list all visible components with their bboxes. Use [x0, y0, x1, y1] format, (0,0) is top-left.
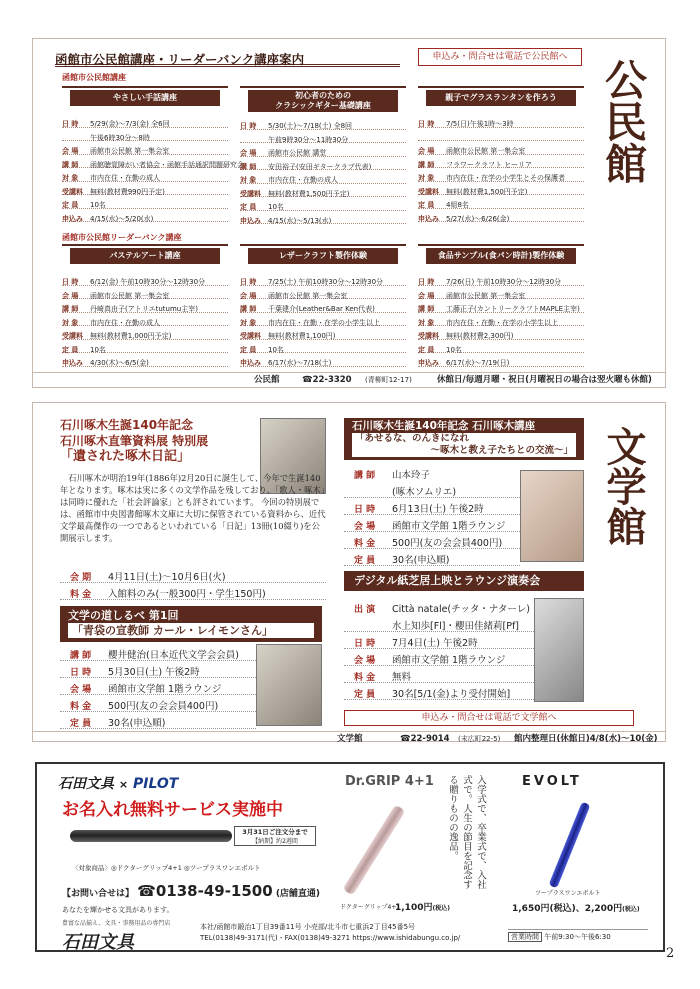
course-row-value: 無料(教材費1,500円予定) — [268, 189, 350, 198]
page-number: 2 — [666, 946, 675, 961]
row-label: 料 金 — [354, 673, 376, 683]
row-value: 入館料のみ(一般300円・学生150円) — [108, 589, 266, 600]
course-row-label: 講 師 — [418, 160, 435, 169]
course-title — [248, 248, 398, 264]
deadline-2: 【納期】約2週間 — [252, 838, 298, 845]
lecture-row — [344, 532, 520, 549]
course-row — [240, 143, 406, 157]
row-value: 30名(申込順) — [392, 555, 450, 566]
course-row-value: 7/26(日) 午前10時30分〜12時30分 — [446, 278, 562, 286]
course-row-label: 申込み — [240, 216, 261, 225]
ad-tagline: あなたを輝かせる文具があります。 — [62, 906, 174, 914]
course-title-text-2: クラシックギター基礎講座 — [275, 101, 371, 110]
course-row — [62, 182, 228, 196]
course-row — [62, 313, 228, 327]
course-title-text: 食品サンプル(食パン時計)製作体験 — [437, 251, 565, 260]
row-value: Città natale(チッタ・ナターレ) — [392, 604, 530, 615]
course-row — [62, 209, 228, 223]
course-row-value: 6/17(水)〜7/19(日) — [446, 359, 510, 367]
row-value: 5月30日(土) 午後2時 — [108, 667, 200, 678]
course-title — [248, 90, 398, 112]
course-row-label: 受講料 — [418, 187, 439, 196]
course-row-label: 講 師 — [62, 305, 79, 313]
course-row-value: 函館市公民館 第一集会室 — [90, 147, 170, 155]
course-row — [418, 272, 584, 286]
pen-image — [70, 830, 232, 842]
row-value: 6月13日(土) 午後2時 — [392, 504, 484, 515]
course-title — [426, 90, 576, 106]
course-row-value: フラワークラフト ヒーリア — [446, 160, 532, 169]
ad-headline: お名入れ無料サービス実施中 — [62, 800, 283, 820]
row-label: 日 時 — [354, 639, 376, 649]
course-row-value: 市内在住・在勤・在学の小学生以上 — [446, 318, 558, 327]
exhibit-info — [60, 566, 326, 600]
course-title-bar — [240, 86, 406, 112]
side-char-1: 公 — [599, 58, 648, 100]
course-row-label: 日 時 — [240, 122, 257, 130]
course-row-label: 対 象 — [62, 174, 79, 182]
row-label: 定 員 — [354, 690, 376, 700]
course-title-bar — [418, 86, 584, 106]
row-label: 日 時 — [70, 668, 92, 678]
sakurai-portrait — [256, 644, 322, 726]
course-row — [240, 184, 406, 198]
course-row-value: 4/15(水)〜5/20(水) — [90, 214, 154, 223]
course-row-value: 無料(教材費2,300円) — [446, 332, 514, 340]
concert-row — [344, 683, 534, 700]
evolt-label: ツープラスワンエボルト — [535, 890, 601, 897]
side-char-2: 民 — [599, 100, 648, 142]
exhibit-title-1: 石川啄木生誕140年記念 — [60, 418, 194, 432]
ad-inquiry — [62, 882, 320, 900]
course-row — [62, 272, 228, 286]
drgrip-label: ドクターグリップ4+1 — [340, 904, 401, 911]
concert-title: デジタル紙芝居上映とラウンジ演奏会 — [344, 571, 584, 591]
course-row-label: 会 場 — [418, 147, 435, 155]
lecture-row — [344, 481, 520, 498]
course-row — [418, 114, 584, 128]
bungakukan-contact-button[interactable]: 申込み・問合せは電話で文学館へ — [344, 710, 634, 726]
course-row-value: 丹崎真由子(アトリエtutumu主宰) — [90, 305, 198, 313]
course-row — [240, 326, 406, 340]
course-row — [62, 155, 244, 169]
course-row-value: 4/30(木)〜6/5(金) — [90, 359, 149, 367]
row-label: 日 時 — [354, 505, 376, 515]
bungakukan-footer-tel: ☎22-9014 — [400, 734, 450, 744]
course-row-label: 定 員 — [240, 345, 257, 354]
course-card — [62, 86, 244, 223]
kominkan-footer-closed: 休館日/毎週月曜・祝日(月曜祝日の場合は翌火曜も休館) — [437, 375, 652, 385]
tax-2: (税込) — [622, 906, 640, 913]
course-row-value: 函館市公民館 第一集会室 — [90, 291, 170, 300]
course-row-label: 定 員 — [418, 201, 435, 209]
tel-note: (店舗直通) — [275, 889, 321, 899]
course-row-value: 5/27(水)〜6/26(金) — [446, 214, 510, 223]
course-row-label: 申込み — [62, 214, 83, 223]
course-row-label: 対 象 — [240, 318, 257, 327]
inquiry-label: 【お問い合せは】 — [62, 889, 135, 899]
row-label: 会 期 — [70, 573, 92, 583]
row-value: 水上知歩[Fl]・櫻田佳緒莉[Pf] — [392, 621, 520, 632]
course-row-value: 6/12(金) 午前10時30分〜12時30分 — [90, 278, 206, 286]
lecture-title-box — [344, 418, 584, 460]
course-row-value: 10名 — [446, 345, 462, 354]
course-row-label: 対 象 — [418, 174, 435, 182]
lecture-row — [344, 515, 520, 532]
course-row — [418, 299, 584, 313]
row-label: 会 場 — [354, 656, 376, 666]
course-title-bar — [62, 86, 228, 106]
ad-tel[interactable]: ☎0138-49-1500 — [137, 882, 273, 900]
course-row — [62, 114, 228, 128]
ad-deadline — [234, 826, 316, 846]
course-row-label: 受講料 — [240, 189, 261, 198]
course-row-label: 受講料 — [62, 187, 83, 196]
course-row — [240, 272, 406, 286]
course-row-value: 市内在住・在勤の成人 — [90, 318, 160, 327]
exhibit-row — [60, 583, 326, 600]
row-value: 無料 — [392, 672, 412, 683]
course-row — [240, 299, 406, 313]
course-row — [240, 116, 406, 130]
course-row-value: 市内在住・在学の小学生とその保護者 — [446, 174, 565, 182]
ad-hours — [508, 929, 648, 943]
row-value: 500円(友の会会員400円) — [108, 701, 219, 712]
course-row — [418, 353, 584, 367]
hours-value: 午前9:30〜午後6:30 — [544, 933, 611, 941]
row-value: 函館市文学館 1階ラウンジ — [392, 655, 506, 666]
row-value: 500円(友の会会員400円) — [392, 538, 503, 549]
course-row-value: 4/15(水)〜5/13(水) — [268, 216, 332, 225]
exhibit-title-2: 石川啄木直筆資料展 特別展 — [60, 434, 209, 448]
course-row — [418, 209, 584, 223]
course-row-value: 工藤正子(カントリークラフトMAPLE主宰) — [446, 305, 580, 313]
michi-row — [60, 644, 256, 661]
lecture-info — [344, 464, 520, 566]
kominkan-footer — [32, 372, 666, 388]
kominkan-title: 函館市公民館講座・リーダーバンク講座案内 — [55, 52, 305, 67]
ad-brand: 石田文具 — [58, 776, 114, 792]
section-label-kominkan: 函館市公民館講座 — [62, 73, 126, 82]
course-row-value: 無料(教材費1,100円) — [268, 332, 336, 340]
evolt-price — [512, 901, 640, 914]
ad-cross: × — [118, 778, 129, 791]
course-row-value: 5/30(土)〜7/18(土) 全8回 — [268, 122, 353, 130]
course-row — [240, 130, 406, 144]
course-title — [426, 248, 576, 264]
course-row-label: 日 時 — [418, 120, 435, 128]
course-row — [240, 211, 406, 225]
course-row-value: 10名 — [268, 345, 284, 354]
lecture-title-1: 石川啄木生誕140年記念 石川啄木講座 — [352, 420, 536, 432]
lecture-title-2: 「あせるな、のんきになれ — [355, 433, 470, 444]
course-row-value: 函館市公民館 第一集会室 — [446, 291, 526, 300]
row-value: 函館市文学館 1階ラウンジ — [108, 684, 222, 695]
course-row-label: 会 場 — [240, 149, 257, 157]
course-card — [62, 244, 228, 367]
course-title-text: 初心者のための — [295, 91, 351, 100]
course-row-value: 函館市公民館 第一集会室 — [446, 147, 526, 155]
row-label: 会 場 — [354, 522, 376, 532]
course-row-label: 定 員 — [240, 203, 257, 211]
course-row-value: 4組8名 — [446, 201, 469, 209]
course-row-label: 申込み — [240, 359, 261, 367]
row-label: 会 場 — [70, 685, 92, 695]
ad-pilot: PILOT — [132, 776, 179, 792]
kominkan-contact-button[interactable]: 申込み・問合せは電話で公民館へ — [418, 48, 582, 66]
exhibit-row — [60, 566, 326, 583]
row-label: 料 金 — [70, 702, 92, 712]
course-row-label: 対 象 — [62, 318, 79, 327]
michi-title-2: 「青袋の宣教師 カール・レイモンさん」 — [68, 623, 314, 638]
course-row-label: 対 象 — [418, 318, 435, 327]
row-label: 定 員 — [70, 719, 92, 729]
course-row-value: 安田裕子(安田ギタークラブ代表) — [268, 162, 372, 171]
address-2: TEL(0138)49-3171(代)・FAX(0138)49-3271 https://www.ishidabungu.co.jp/ — [200, 934, 461, 942]
course-row-label: 受講料 — [240, 332, 261, 340]
course-row-label: 申込み — [62, 359, 83, 367]
course-row — [240, 170, 406, 184]
kominkan-side-title — [589, 46, 657, 196]
bungakukan-footer-addr: (末広町22-5) — [458, 735, 501, 743]
course-row-value: 5/29(金)〜7/3(金) 全6回 — [90, 120, 170, 128]
kominkan-footer-addr: (青柳町12-17) — [365, 376, 412, 384]
course-row-value: 無料(教材費990円予定) — [90, 187, 165, 196]
course-row-value: 7/25(土) 午前10時30分〜12時30分 — [268, 278, 384, 286]
course-row-label: 申込み — [418, 359, 439, 367]
course-row-value: 函館聴覚障がい者協会・函館手話通訳問題研究会 — [90, 160, 244, 169]
course-card — [240, 86, 406, 224]
drgrip-price-value: 1,100円 — [395, 903, 433, 913]
course-row-label: 会 場 — [62, 147, 79, 155]
course-row-value: 市内在住・在勤・在学の小学生以上 — [268, 318, 380, 327]
kominkan-footer-name: 公民館 — [254, 375, 280, 385]
drgrip-price — [395, 900, 450, 913]
course-title-text: レザークラフト製作体験 — [279, 251, 367, 260]
row-label: 出 演 — [354, 605, 376, 615]
lecture-title-3: 〜啄木と教え子たちとの交流〜」 — [430, 445, 573, 456]
kominkan-footer-tel: ☎22-3320 — [302, 375, 352, 385]
course-row-value: 無料(教材費1,500円予定) — [446, 187, 528, 196]
course-row-value: 7/5(日)午後1時〜3時 — [446, 120, 514, 128]
course-row-label: 受講料 — [418, 332, 439, 340]
course-row-label: 日 時 — [62, 278, 79, 286]
course-row-value: 午後6時30分〜8時 — [90, 133, 150, 142]
lecture-row — [344, 464, 520, 481]
concert-info — [344, 598, 534, 700]
course-row-value: 10名 — [90, 345, 106, 354]
course-row — [240, 313, 406, 327]
row-value: (啄木ソムリエ) — [392, 487, 457, 498]
course-row — [62, 299, 228, 313]
exhibit-title-3: 「遺された啄木日記」 — [60, 449, 191, 464]
course-row-label: 講 師 — [240, 305, 257, 313]
course-row-label: 講 師 — [240, 162, 257, 171]
ad-vertical-copy: 入学式で、卒業式で、入社式で。人生の節目を記念する贈りものの逸品。 — [447, 775, 486, 889]
course-row-label: 講 師 — [62, 160, 79, 169]
course-row-label: 定 員 — [418, 345, 435, 354]
michi-row — [60, 695, 256, 712]
course-row-label: 申込み — [418, 214, 439, 223]
concert-row — [344, 615, 534, 632]
course-title-text: 親子でグラスランタンを作ろう — [445, 93, 557, 102]
ad-shop-sub: 豊富な品揃え、文具・事務用品の専門店 — [62, 920, 171, 927]
section-label-leaderbank: 函館市公民館リーダーバンク講座 — [62, 233, 182, 242]
bungakukan-side-title — [592, 416, 654, 556]
exhibit-body: 石川啄木が明治19年(1886年)2月20日に誕生して、今年で生誕140年となります。啄木は実に多くの文学作品を残しており、「歌人・啄木」は同時に優れた「社会評論家」とも評されています。 今回の特別展では、函館市中央図書館啄木文庫に大切に保管されている資料から、近代文学最高傑作の一つであるといわれている「日記」13冊(10綴り)を公開展示します。 — [60, 473, 326, 543]
course-row-value: 函館市公民館 講堂 — [268, 149, 327, 157]
row-label: 定 員 — [354, 556, 376, 566]
row-value: 櫻井健治(日本近代文学会会員) — [108, 650, 239, 661]
course-row-label: 会 場 — [418, 291, 435, 300]
course-row — [418, 326, 584, 340]
drgrip-logo: Dr.GRIP 4+1 — [345, 774, 434, 789]
row-value: 4月11日(土)〜10月6日(火) — [108, 572, 226, 583]
concert-photo — [534, 598, 584, 702]
exhibit-title — [60, 417, 256, 465]
bungakukan-footer-closed: 館内整理日(休館日)4/8(水)〜10(金) — [514, 734, 658, 744]
lecture-row — [344, 498, 520, 515]
side-char-3: 館 — [600, 506, 646, 546]
michi-info — [60, 644, 256, 729]
course-row — [418, 155, 584, 169]
course-row-value: 午前9時30分〜11時30分 — [268, 135, 349, 144]
ad-brand-header — [58, 773, 178, 793]
bungakukan-footer-name: 文学館 — [337, 734, 363, 744]
evolt-price-value: 1,650円(税込)、2,200円 — [512, 904, 623, 914]
michi-title-box — [60, 606, 322, 642]
michi-title-1: 文学の道しるべ 第1回 — [68, 609, 179, 622]
row-value: 山本玲子 — [392, 470, 431, 481]
course-row-value: 無料(教材費1,000円予定) — [90, 332, 172, 340]
ad-target: 〈対象商品〉◎ドクターグリップ4+1 ◎ツープラスワンエボルト — [72, 864, 261, 872]
michi-row — [60, 712, 256, 729]
course-row — [62, 141, 228, 155]
course-row — [418, 168, 584, 182]
course-row-value: 市内在住・在勤の成人 — [268, 176, 338, 184]
course-row — [62, 353, 228, 367]
course-row — [62, 128, 228, 142]
evolt-logo: EVOLT — [522, 774, 582, 789]
yamamoto-photo — [520, 470, 584, 562]
course-row-label: 講 師 — [418, 305, 435, 313]
tax-1: (税込) — [432, 905, 450, 912]
course-row-value: 6/17(水)〜7/18(土) — [268, 359, 332, 367]
ad-address — [200, 922, 460, 944]
side-char-3: 館 — [599, 142, 648, 184]
hours-label: 営業時間 — [508, 932, 542, 942]
course-row-value: 函館市公民館 第一集会室 — [268, 291, 348, 300]
course-title-text: パステルアート講座 — [109, 251, 181, 260]
course-row-value: 市内在住・在勤の成人 — [90, 174, 160, 182]
course-row-label: 日 時 — [418, 278, 435, 286]
course-row-label: 会 場 — [240, 291, 257, 300]
side-char-2: 学 — [600, 466, 646, 506]
course-row-label: 定 員 — [62, 345, 79, 354]
course-row — [240, 353, 406, 367]
course-title-bar — [62, 244, 228, 264]
row-value: 30名[5/1(金)より受付開始] — [392, 689, 511, 700]
course-row-value: 10名 — [90, 201, 106, 209]
deadline-1: 3月31日ご注文分まで — [242, 828, 308, 836]
lecture-title-sub — [352, 433, 576, 457]
row-value: 30名(申込順) — [108, 718, 166, 729]
row-label: 講 師 — [354, 471, 376, 481]
row-value: 函館市文学館 1階ラウンジ — [392, 521, 506, 532]
bungakukan-footer — [32, 731, 666, 745]
course-row-label: 受講料 — [62, 332, 83, 340]
course-title-text: やさしい手話講座 — [113, 93, 177, 102]
address-1: 本社/函館市鍛治1丁目39番11号 小売部/北斗市七重浜2丁目45番5号 — [200, 923, 416, 931]
concert-row — [344, 649, 534, 666]
course-row — [62, 326, 228, 340]
course-card — [418, 244, 584, 367]
course-card — [418, 86, 584, 222]
side-char-1: 文 — [600, 426, 646, 466]
concert-row — [344, 598, 534, 615]
kominkan-title-bar — [55, 49, 400, 67]
michi-row — [60, 678, 256, 695]
course-title — [70, 248, 220, 264]
course-title-bar — [418, 244, 584, 264]
ad-shop-logo: 石田文具 — [62, 932, 134, 953]
course-row-label: 日 時 — [62, 120, 79, 128]
row-label: 料 金 — [70, 590, 92, 600]
course-row — [418, 141, 584, 155]
row-label: 講 師 — [70, 651, 92, 661]
row-label: 料 金 — [354, 539, 376, 549]
course-row-label: 定 員 — [62, 201, 79, 209]
course-row-label: 会 場 — [62, 291, 79, 300]
course-row-value: 千葉建介(Leather&Bar Ken代表) — [268, 305, 375, 313]
course-card — [240, 244, 406, 367]
course-title-bar — [240, 244, 406, 264]
course-title — [70, 90, 220, 106]
course-row — [240, 157, 406, 171]
course-row-label: 日 時 — [240, 278, 257, 286]
course-row-label: 対 象 — [240, 176, 257, 184]
row-value: 7月4日(土) 午後2時 — [392, 638, 478, 649]
course-row-value: 10名 — [268, 203, 284, 211]
